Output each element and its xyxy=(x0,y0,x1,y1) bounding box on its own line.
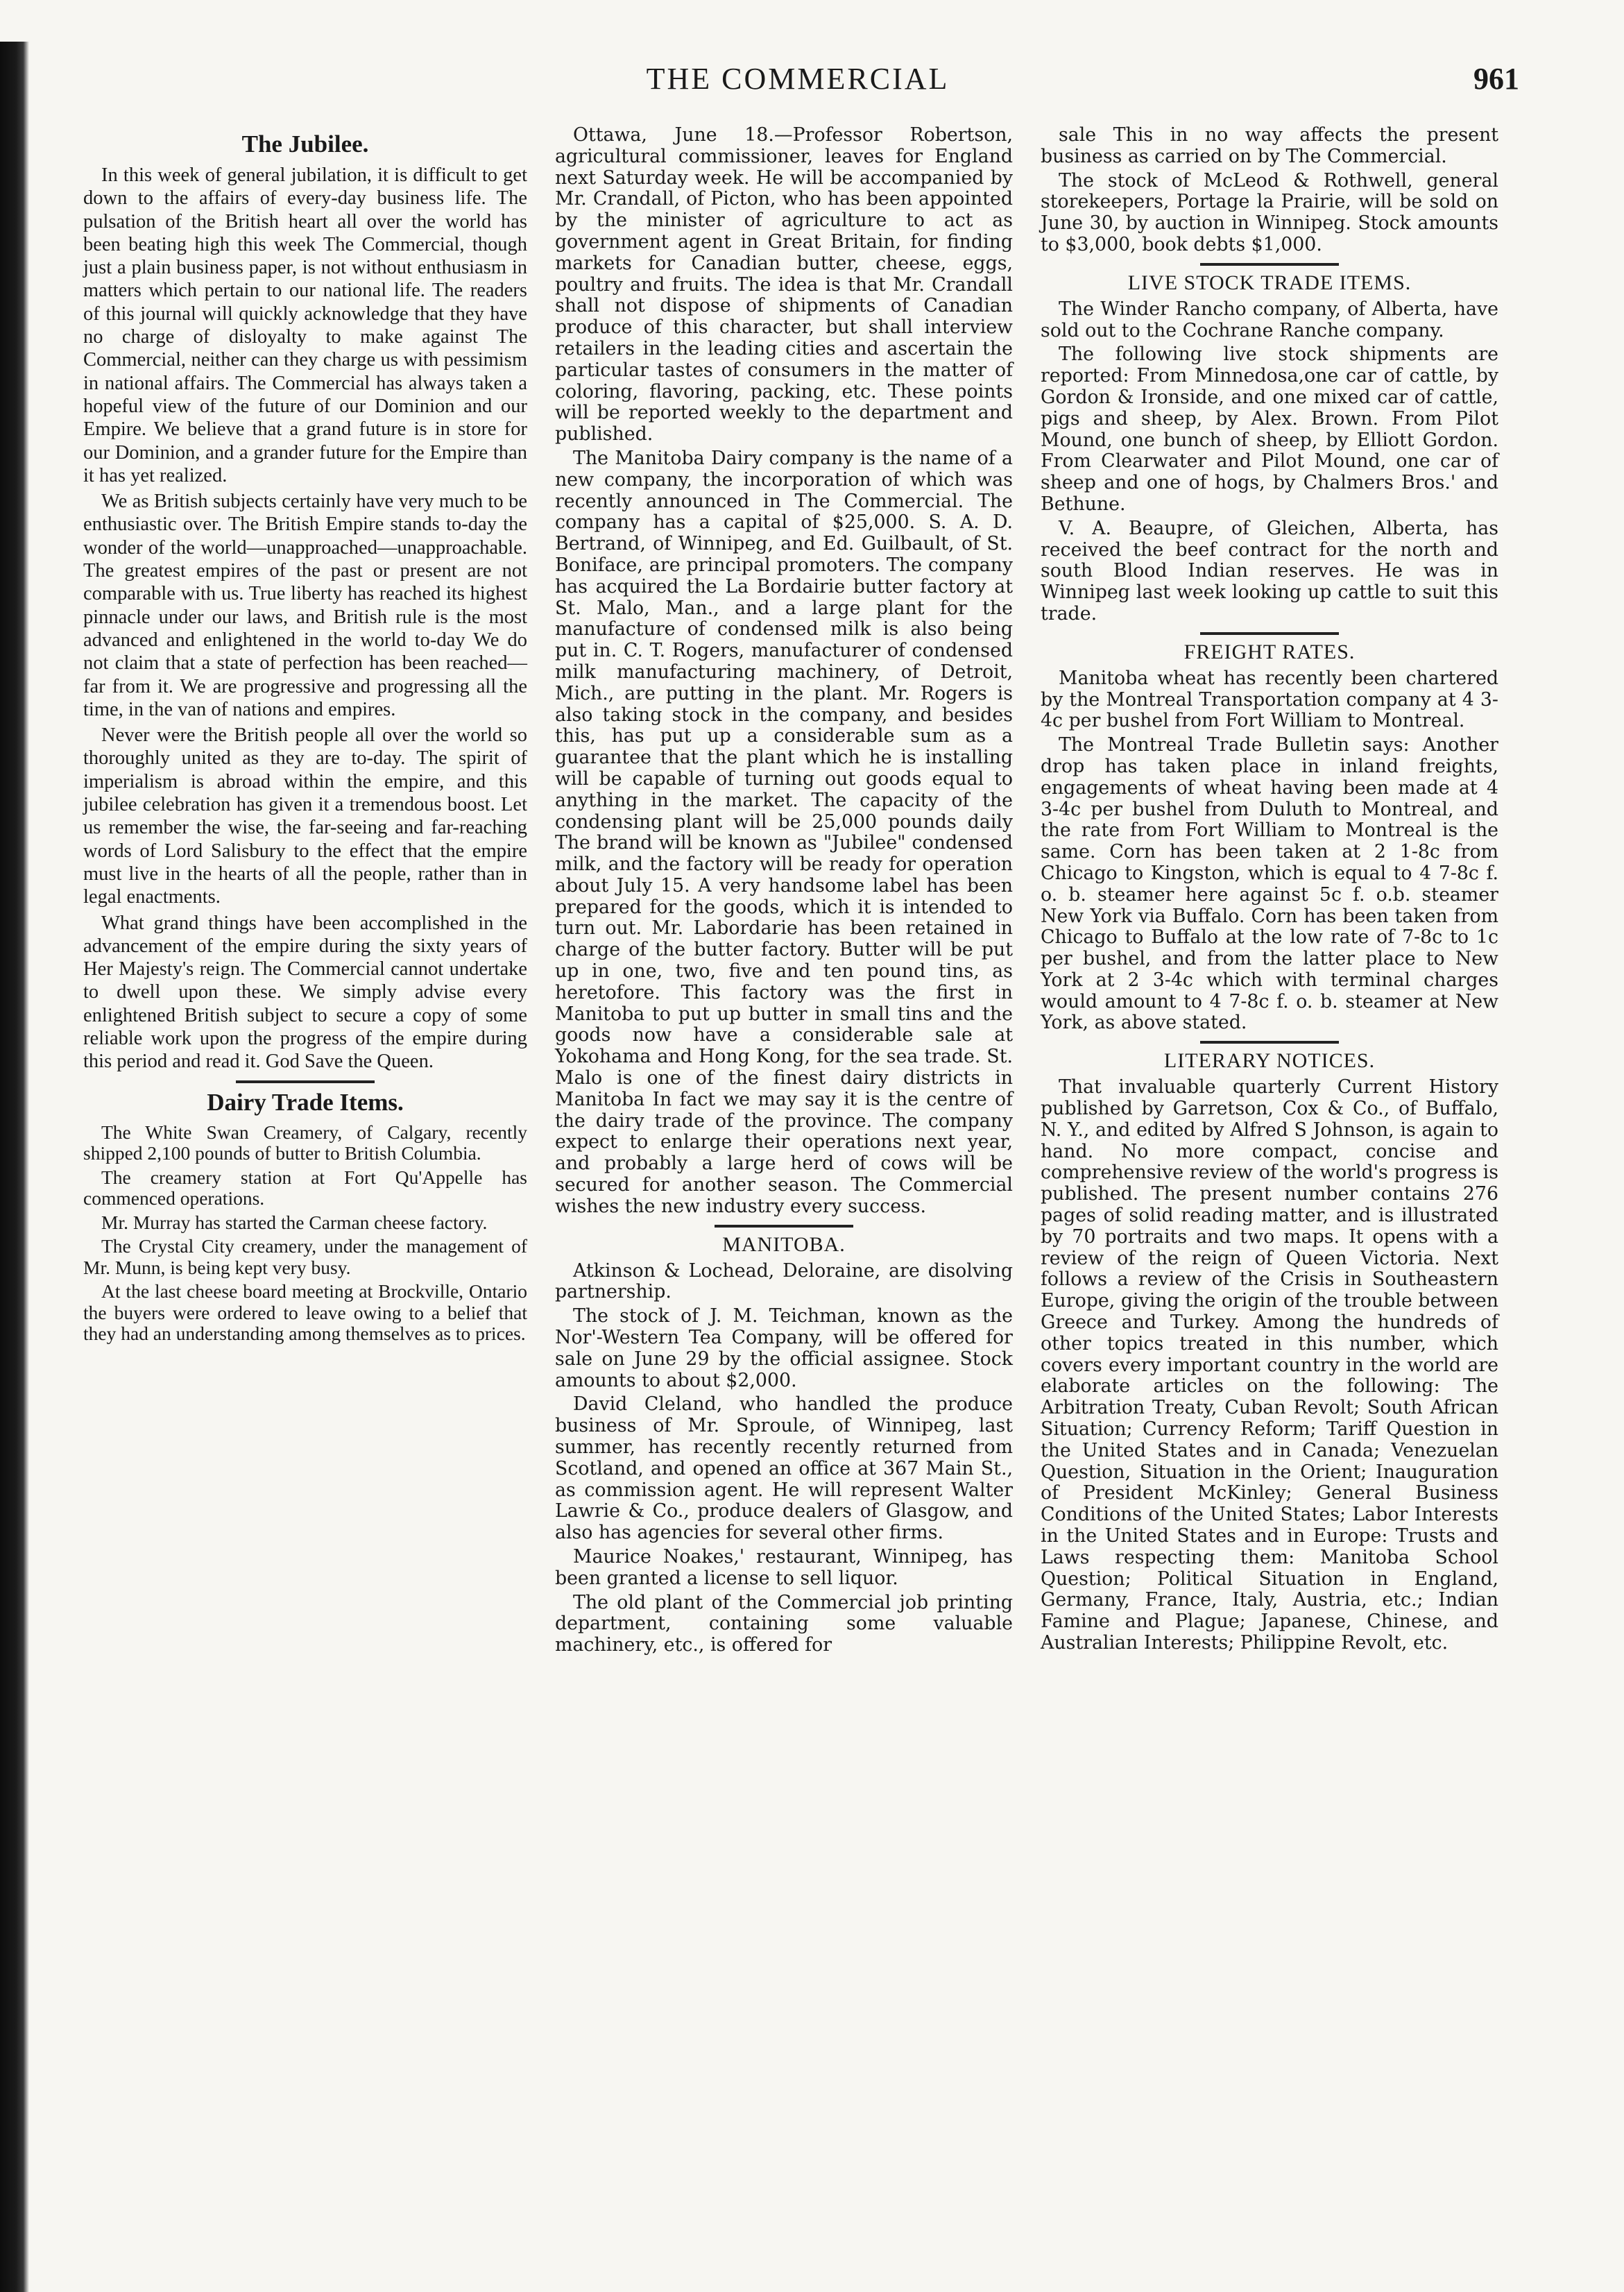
column-1 xyxy=(83,125,527,1348)
paragraph: What grand things have been accomplished in the advancement of the empire during the sixty years of Her Majesty's reign. The Commercial cannot undertake to dwell upon these. We simply advise every enlightened British subject to secure a copy of some reliable work upon the progress of the empire during this period and read it. God Save the Queen. xyxy=(83,912,527,1073)
paragraph: At the last cheese board meeting at Brockville, Ontario the buyers were ordered to leave owing to a belief that they had an understanding among themselves as to prices. xyxy=(83,1280,527,1345)
article-heading: LITERARY NOTICES. xyxy=(1163,1049,1376,1073)
article-literary-notices xyxy=(1041,1049,1498,1654)
section-divider xyxy=(236,1080,375,1083)
paragraph: That invaluable quarterly Current History published by Garretson, Cox & Co., of Buffalo, N. Y., and edited by Alfred S Johnson, is again to hand. No more compact, concise and comprehensive review of the world's progress is published. The present number contains 276 pages of solid reading matter, and is illustrated by 70 portraits and two maps. It opens with a review of the reign of Queen Victoria. Next follows a review of the Crisis in Southeastern Europe, giving the origin of the trouble between Greece and Turkey. Among the hundreds of other topics treated in this number, which covers every important country in the world are elaborate articles on the following: The Arbitration Treaty, Cuban Revolt; South African Situation; Currency Reform; Tariff Question in the United States and in Canada; Venezuelan Question, Situation in the Orient; Inauguration of President McKinley; General Business Conditions of the United States; Labor Interests in the United States and in Europe: Trusts and Laws respecting them: Manitoba School Question; Political Situation in England, Germany, France, Italy, Austria, etc.; Indian Famine and Plague; Japanese, Chinese, and Australian Interests; Philippine Revolt, etc. xyxy=(1041,1076,1498,1654)
paragraph: The White Swan Creamery, of Calgary, recently shipped 2,100 pounds of butter to British Columbia. xyxy=(83,1121,527,1164)
paragraph: The Manitoba Dairy company is the name of a new company, the incorporation of which was recently announced in The Commercial. The company has a capital of $25,000. S. A. D. Bertrand, of Winnipeg, and Ed. Guilbault, of St. Boniface, are principal promoters. The company has acquired the La Bordairie butter factory at St. Malo, Man., and a large plant for the manufacture of condensed milk is also being put in. C. T. Rogers, manufacturer of condensed milk manufacturing machinery, of Detroit, Mich., are putting in the plant. Mr. Rogers is also taking stock in the company, and besides this, has put up a considerable sum as a guarantee that the plant which he is installing will be capable of turning out goods equal to anything in the market. The capacity of the condensing plant will be 25,000 pounds daily The brand will be known as "Jubilee" condensed milk, and the factory will be ready for operation about July 15. A very handsome label has been prepared for the goods, which it is intended to turn out. Mr. Labordarie has been retained in charge of the butter factory. Butter will be put up in one, two, five and ten pound tins, as heretofore. This factory was the first in Manitoba to put up butter in small tins and the goods now have a considerable sale at Yokohama and Hong Kong, for the sea trade. St. Malo is one of the finest dairy districts in Manitoba In fact we may say it is the centre of the dairy trade of the province. The company expect to enlarge their operations next year, and probably a large herd of cows will be secured for another season. The Commercial wishes the new industry every success. xyxy=(555,447,1013,1217)
column-3 xyxy=(1041,125,1498,1657)
publication-title: THE COMMERCIAL xyxy=(646,62,950,96)
paragraph: The stock of J. M. Teichman, known as the Nor'-Western Tea Company, will be offered for sale on June 29 by the official assignee. Stock amounts to about $2,000. xyxy=(555,1305,1013,1391)
paragraph: Mr. Murray has started the Carman cheese factory. xyxy=(101,1211,488,1233)
paragraph: The Winder Rancho company, of Alberta, have sold out to the Cochrane Ranche company. xyxy=(1041,298,1498,341)
binding-edge xyxy=(0,42,29,2292)
article-ottawa-dairy xyxy=(555,125,1013,1218)
paragraph: The Crystal City creamery, under the management of Mr. Munn, is being kept very busy. xyxy=(83,1235,527,1278)
article-manitoba xyxy=(555,1233,1013,1656)
paragraph: In this week of general jubilation, it is difficult to get down to the affairs of every-day business life. The pulsation of the British heart all over the world has been beating high this week The Commercial, though just a plain business paper, is not without enthusiasm in matters which pertain to our national life. The readers of this journal will quickly acknowledge that they have no charge of disloyalty to make against The Commercial, neither can they charge us with pessimism in national affairs. The Commercial has always taken a hopeful view of the future of our Dominion and our Empire. We believe that a grand future is in store for our Dominion, and a grander future for the Empire than it has yet realized. xyxy=(83,164,527,486)
paragraph: We as British subjects certainly have very much to be enthusiastic over. The British Empire stands to-day the wonder of the world—unapproached—unapproachable. The greatest empires of the past or present are not comparable with us. True liberty has reached its highest pinnacle under our laws, and British rule is the most advanced and enlightened in the world to-day We do not claim that a state of perfection has been reached—far from it. We are progressive and progressing all the time, in the van of nations and empires. xyxy=(83,491,527,720)
paragraph: The old plant of the Commercial job printing department, containing some valuable machinery, etc., is offered for xyxy=(555,1591,1013,1656)
paragraph: Manitoba wheat has recently been chartered by the Montreal Transportation company at 4 3-4c per bushel from Fort William to Montreal. xyxy=(1041,667,1498,732)
paragraph: The stock of McLeod & Rothwell, general storekeepers, Portage la Prairie, will be sold on June 30, by auction in Winnipeg. Stock amounts to $3,000, book debts $1,000. xyxy=(1041,169,1498,255)
paragraph: The following live stock shipments are reported: From Minnedosa,one car of cattle, by Gordon & Ironside, and one mixed car of cattle, pigs and sheep, by Alex. Brown. From Pilot Mound, one bunch of sheep, by Elliott Gordon. From Clearwater and Pilot Mound, one car of sheep and one of hogs, by Chalmers Bros.' and Bethune. xyxy=(1041,343,1498,515)
paragraph: Atkinson & Lochead, Deloraine, are disolving partnership. xyxy=(555,1259,1013,1303)
article-heading: The Jubilee. xyxy=(241,130,369,158)
section-divider xyxy=(715,1225,853,1228)
section-divider xyxy=(1200,1041,1339,1044)
article-heading: Dairy Trade Items. xyxy=(207,1088,404,1116)
article-heading: LIVE STOCK TRADE ITEMS. xyxy=(1127,271,1412,294)
article-heading: MANITOBA. xyxy=(722,1232,846,1256)
paragraph: V. A. Beaupre, of Gleichen, Alberta, has received the beef contract for the north and south Blood Indian reserves. He was in Winnipeg last week looking up cattle to suit this trade. xyxy=(1041,517,1498,625)
paragraph: sale This in no way affects the present business as carried on by The Commercial. xyxy=(1041,124,1498,167)
article-freight-rates xyxy=(1041,640,1498,1035)
section-divider xyxy=(1200,263,1339,266)
article-jubilee xyxy=(83,130,527,1073)
article-live-stock xyxy=(1041,271,1498,625)
section-divider xyxy=(1200,632,1339,635)
running-head xyxy=(76,61,1519,103)
paragraph: David Cleland, who handled the produce business of Mr. Sproule, of Winnipeg, last summer, has recently recently returned from Scotland, and opened an office at 367 Main St., as commission agent. He will represent Walter Lawrie & Co., produce dealers of Glasgow, and also has agencies for several other firms. xyxy=(555,1393,1013,1544)
article-manitoba-continued xyxy=(1041,125,1498,256)
page-number: 961 xyxy=(1473,62,1519,96)
article-dairy-trade xyxy=(83,1089,527,1345)
paragraph: Ottawa, June 18.—Professor Robertson, agricultural commissioner, leaves for England next Saturday week. He will be accompanied by Mr. Crandall, of Picton, who has been appointed by the minister of agriculture to act as government agent in Great Britain, for finding markets for Canadian butter, cheese, eggs, poultry and fruits. The idea is that Mr. Crandall shall not dispose of shipments of Canadian produce of this character, but shall interview retailers in the leading cities and ascertain the particular tastes of consumers in the matter of coloring, flavoring, packing, etc. These points will be reported weekly to the department and published. xyxy=(555,124,1013,445)
paragraph: Never were the British people all over the world so thoroughly united as they are to-day. The spirit of imperialism is abroad within the empire, and this jubilee celebration has given it a tremendous boost. Let us remember the wise, the far-seeing and far-reaching words of Lord Salisbury to the effect that the empire must live in the hearts of all the people, rather than in legal enactments. xyxy=(83,724,527,908)
paragraph: The creamery station at Fort Qu'Appelle has commenced operations. xyxy=(83,1166,527,1209)
article-heading: FREIGHT RATES. xyxy=(1183,640,1356,663)
paragraph: Maurice Noakes,' restaurant, Winnipeg, has been granted a license to sell liquor. xyxy=(555,1546,1013,1589)
column-2 xyxy=(555,125,1013,1659)
paragraph: The Montreal Trade Bulletin says: Another drop has taken place in inland freights, engagements of wheat having been made at 4 3-4c per bushel from Duluth to Montreal, and the rate from Fort William to Montreal is the same. Corn has been taken at 2 1-8c from Chicago to Kingston, which is equal to 4 7-8c f. o. b. steamer here against 5c f. o.b. steamer New York via Buffalo. Corn has been taken from Chicago to Buffalo at the low rate of 7-8c to 1c per bushel, and from the latter place to New York at 2 3-4c which with terminal charges would amount to 4 7-8c f. o. b. steamer at New York, as above stated. xyxy=(1041,734,1498,1034)
